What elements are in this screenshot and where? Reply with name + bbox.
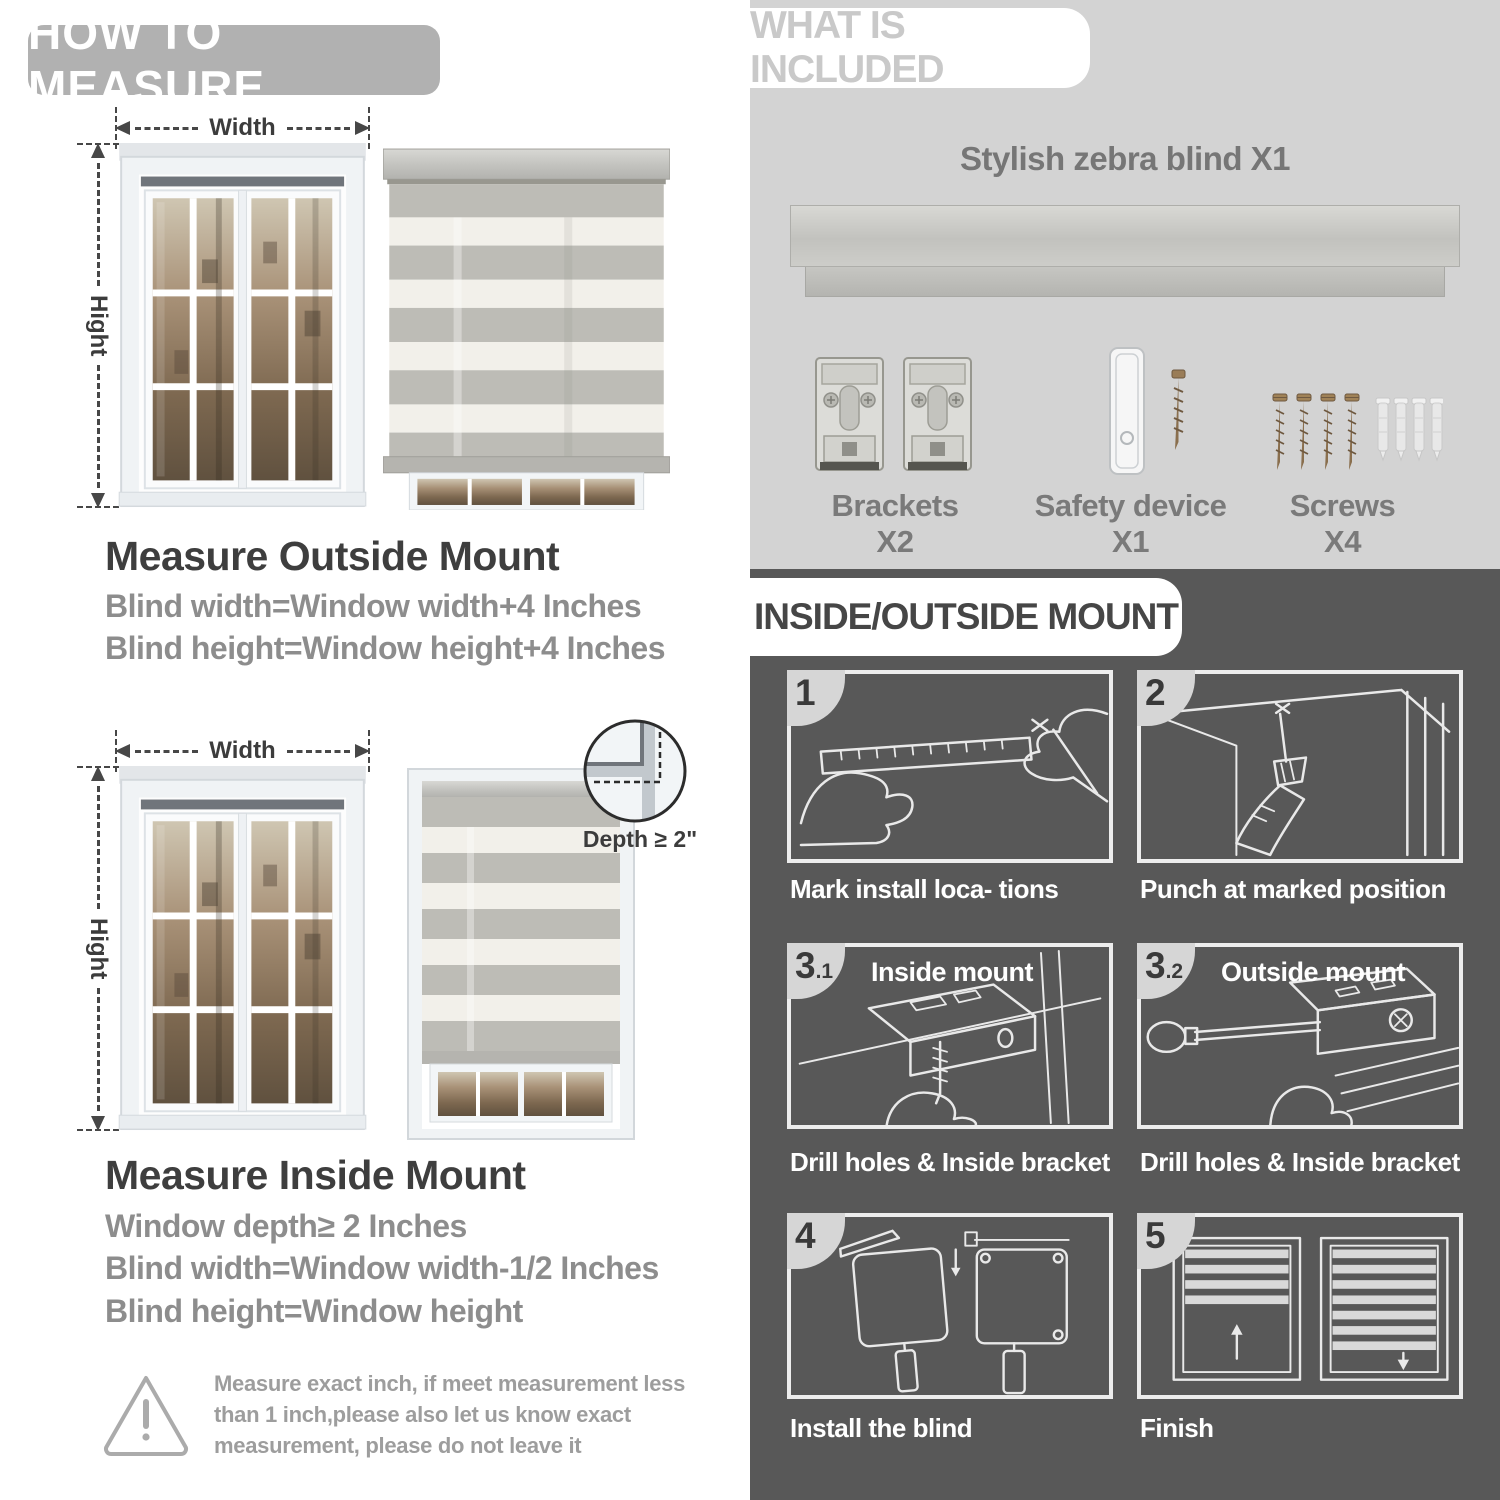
step-5-caption: Finish (1140, 1413, 1214, 1443)
step-tile-3-1 (787, 943, 1113, 1129)
warning-line-2: than 1 inch,please also let us know exact (214, 1402, 631, 1427)
dashed-line (135, 127, 198, 130)
step-1-badge: 1 (787, 670, 845, 726)
measurement-warning (100, 1368, 686, 1461)
safety-device-label: Safety device X1 (1034, 488, 1227, 559)
how-to-measure-title: HOW TO MEASURE (28, 7, 266, 113)
step-tile-1 (787, 670, 1113, 863)
step-2-caption: Punch at marked position (1140, 874, 1446, 904)
width-label: Width (209, 737, 276, 764)
inside-mount-spec-3: Blind height=Window height (105, 1293, 523, 1329)
bracket-icon (900, 352, 975, 477)
width-measure (115, 115, 370, 141)
dashed-line (97, 163, 100, 286)
mount-title: INSIDE/OUTSIDE MOUNT (753, 596, 1179, 637)
dashed-line (287, 127, 350, 130)
measure-tick (77, 766, 119, 768)
measure-tick (77, 1129, 119, 1131)
width-measure (115, 738, 370, 764)
step-3-1-overlay-label: Inside mount (871, 957, 1033, 987)
step-tile-4 (787, 1213, 1113, 1399)
arrow-up-icon (91, 143, 105, 158)
step-3-1-caption: Drill holes & Inside bracket (790, 1147, 1110, 1177)
warning-text (214, 1368, 685, 1461)
outside-mount-spec-2: Blind height=Window height+4 Inches (105, 630, 666, 666)
outside-mount-title: Measure Outside Mount (105, 533, 560, 579)
warning-line-1: Measure exact inch, if meet measurement less (214, 1371, 686, 1396)
what-is-included-header (750, 4, 1090, 91)
brackets-label: Brackets X2 (831, 488, 959, 559)
bracket-icon (812, 352, 887, 477)
inside-mount-figure (85, 737, 698, 1153)
warning-line-3: measurement, please do not leave it (214, 1433, 582, 1458)
screws-label: Screws X4 (1289, 488, 1396, 559)
mount-instructions-panel (750, 569, 1500, 1500)
mount-header (750, 578, 1182, 656)
step-3-1-badge: 3 .1 (787, 943, 845, 999)
height-label: Hight (85, 917, 112, 980)
arrow-left-icon (115, 744, 130, 758)
dashed-line (135, 750, 198, 753)
step-tile-3-2 (1137, 943, 1463, 1129)
what-is-included-title: WHAT IS INCLUDED (750, 4, 944, 91)
step-5-badge: 5 (1137, 1213, 1195, 1269)
blind-headrail-bottom-image (805, 267, 1445, 297)
height-measure (85, 143, 111, 508)
inside-mount-title: Measure Inside Mount (105, 1152, 526, 1198)
product-label: Stylish zebra blind X1 (959, 140, 1291, 177)
step-tile-2 (1137, 670, 1463, 863)
screws-and-anchors-icon (1268, 388, 1443, 478)
step-3-2-badge: 3 .2 (1137, 943, 1195, 999)
measure-tick (77, 143, 119, 145)
step-4-caption: Install the blind (790, 1413, 973, 1443)
outside-mount-blind-illustration (383, 143, 670, 510)
inside-mount-spec-1: Window depth≥ 2 Inches (105, 1208, 467, 1244)
height-label: Hight (85, 294, 112, 357)
dashed-line (287, 750, 350, 753)
safety-device-icon (1080, 342, 1200, 482)
step-2-badge: 2 (1137, 670, 1195, 726)
blind-headrail-image (790, 205, 1460, 267)
window-illustration (115, 766, 370, 1131)
step-3-2-caption: Drill holes & Inside bracket (1140, 1147, 1460, 1177)
what-is-included-panel (750, 0, 1500, 569)
how-to-measure-header (28, 7, 440, 113)
step-3-2-overlay-label: Outside mount (1221, 957, 1405, 987)
step-4-badge: 4 (787, 1213, 845, 1269)
step-tile-5 (1137, 1213, 1463, 1399)
inside-mount-spec-2: Blind width=Window width-1/2 Inches (105, 1250, 659, 1286)
measure-tick (77, 506, 119, 508)
dashed-line (97, 786, 100, 909)
arrow-left-icon (115, 121, 130, 135)
dashed-line (97, 365, 100, 488)
width-label: Width (209, 114, 276, 141)
height-measure (85, 766, 111, 1131)
dashed-line (97, 988, 100, 1111)
step-1-caption: Mark install loca- tions (790, 874, 1059, 904)
arrow-up-icon (91, 766, 105, 781)
outside-mount-spec-1: Blind width=Window width+4 Inches (105, 588, 642, 624)
outside-mount-figure (85, 115, 670, 515)
depth-detail-magnifier-icon (580, 716, 690, 826)
window-illustration (115, 143, 370, 508)
depth-label: Depth ≥ 2" (582, 826, 698, 852)
warning-triangle-icon (100, 1368, 192, 1460)
